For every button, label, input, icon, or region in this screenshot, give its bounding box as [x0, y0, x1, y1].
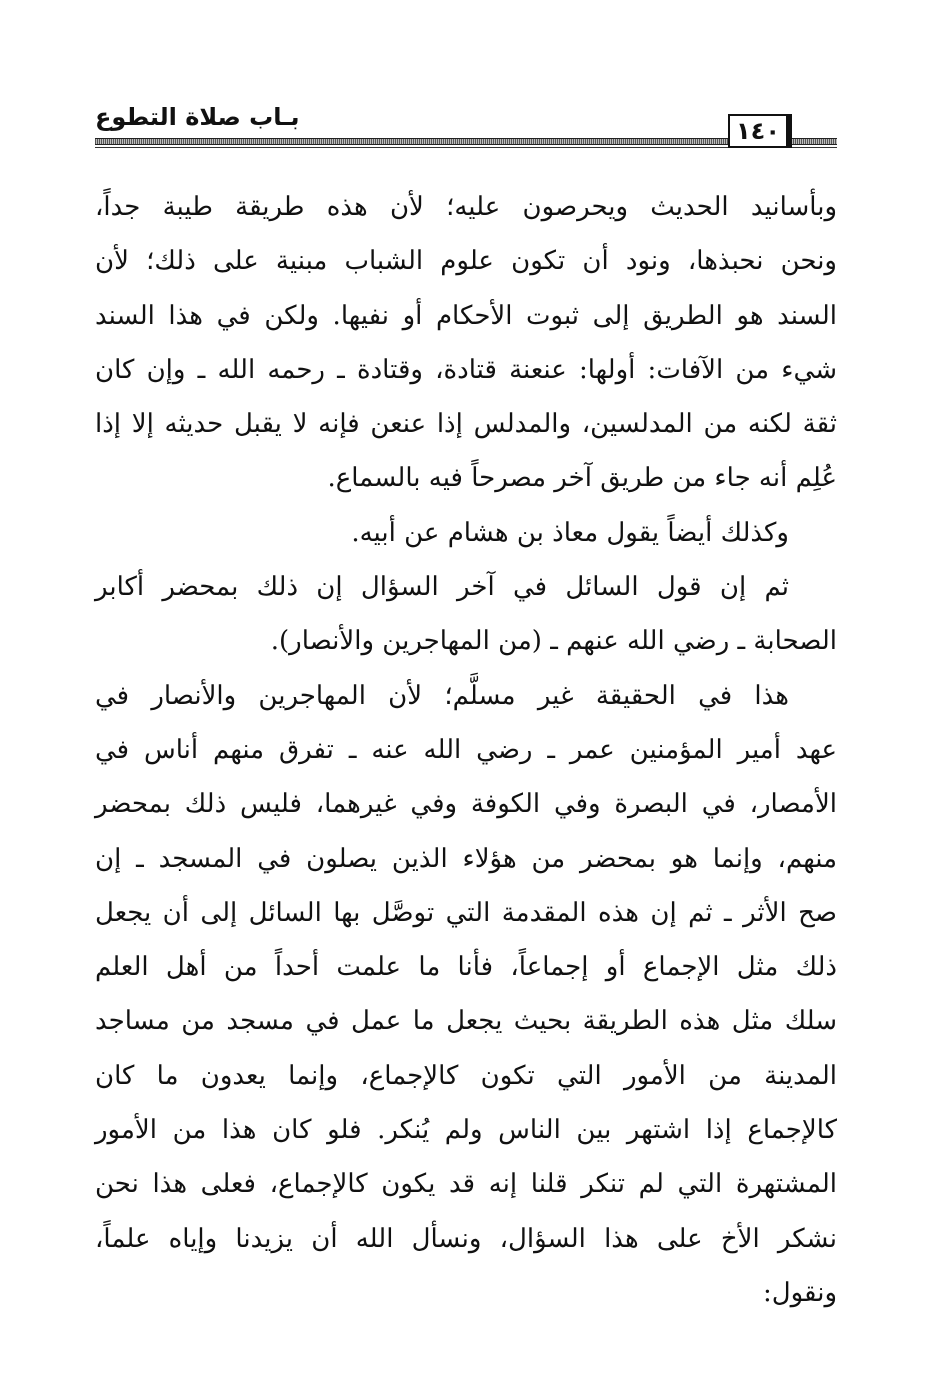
header-rule	[95, 138, 837, 145]
text-line: عهد أمير المؤمنين عمر ـ رضي الله عنه ـ تفرق منهم أناس في	[95, 734, 837, 765]
text-line: منهم، وإنما هو بمحضر من هؤلاء الذين يصلون في المسجد ـ إن	[95, 843, 837, 874]
text-line: هذا في الحقيقة غير مسلَّم؛ لأن المهاجرين والأنصار في	[95, 680, 789, 711]
text-line: ونقول:	[762, 1277, 837, 1308]
text-line: السند هو الطريق إلى ثبوت الأحكام أو نفيها. ولكن في هذا السند	[95, 300, 837, 331]
page-number: ١٤٠	[728, 114, 792, 148]
running-title: بـاب صلاة التطوع	[95, 103, 300, 131]
text-line: المشتهرة التي لم تنكر قلنا إنه قد يكون كالإجماع، فعلى هذا نحن	[95, 1169, 837, 1200]
text-line: ثقة لكنه من المدلسين، والمدلس إذا عنعن فإنه لا يقبل حديثه إلا إذا	[95, 409, 837, 440]
text-line: الصحابة ـ رضي الله عنهم ـ (من المهاجرين والأنصار).	[270, 626, 837, 657]
text-line: شيء من الآفات: أولها: عنعنة قتادة، وقتادة ـ رحمه الله ـ وإن كان	[95, 354, 837, 385]
text-line: كالإجماع إذا اشتهر بين الناس ولم يُنكر. فلو كان هذا من الأمور	[95, 1115, 837, 1146]
text-line: المدينة من الأمور التي تكون كالإجماع، وإنما يعدون ما كان	[95, 1060, 837, 1091]
page-header	[95, 100, 837, 160]
text-line: ذلك مثل الإجماع أو إجماعاً، فأنا ما علمت أحداً من أهل العلم	[95, 952, 837, 983]
text-line: سلك مثل هذه الطريقة بحيث يجعل ما عمل في مسجد من مساجد	[95, 1006, 838, 1037]
text-line: وبأسانيد الحديث ويحرصون عليه؛ لأن هذه طريقة طيبة جداً،	[95, 192, 837, 222]
text-line: ونحن نحبذها، ونود أن تكون علوم الشباب مبنية على ذلك؛ لأن	[95, 246, 837, 277]
body-text	[95, 180, 837, 1320]
text-line: ثم إن قول السائل في آخر السؤال إن ذلك بمحضر أكابر	[95, 572, 789, 603]
text-line: الأمصار، في البصرة وفي الكوفة وفي غيرهما، فليس ذلك بمحضر	[95, 789, 837, 820]
text-line: نشكر الأخ على هذا السؤال، ونسأل الله أن يزيدنا وإياه علماً،	[95, 1223, 837, 1254]
text-line: صح الأثر ـ ثم إن هذه المقدمة التي توصَّل بها السائل إلى أن يجعل	[95, 897, 837, 928]
text-line: عُلِم أنه جاء من طريق آخر مصرحاً فيه بالسماع.	[327, 463, 837, 494]
header-rule-thin	[95, 147, 837, 148]
text-line: وكذلك أيضاً يقول معاذ بن هشام عن أبيه.	[351, 517, 789, 548]
